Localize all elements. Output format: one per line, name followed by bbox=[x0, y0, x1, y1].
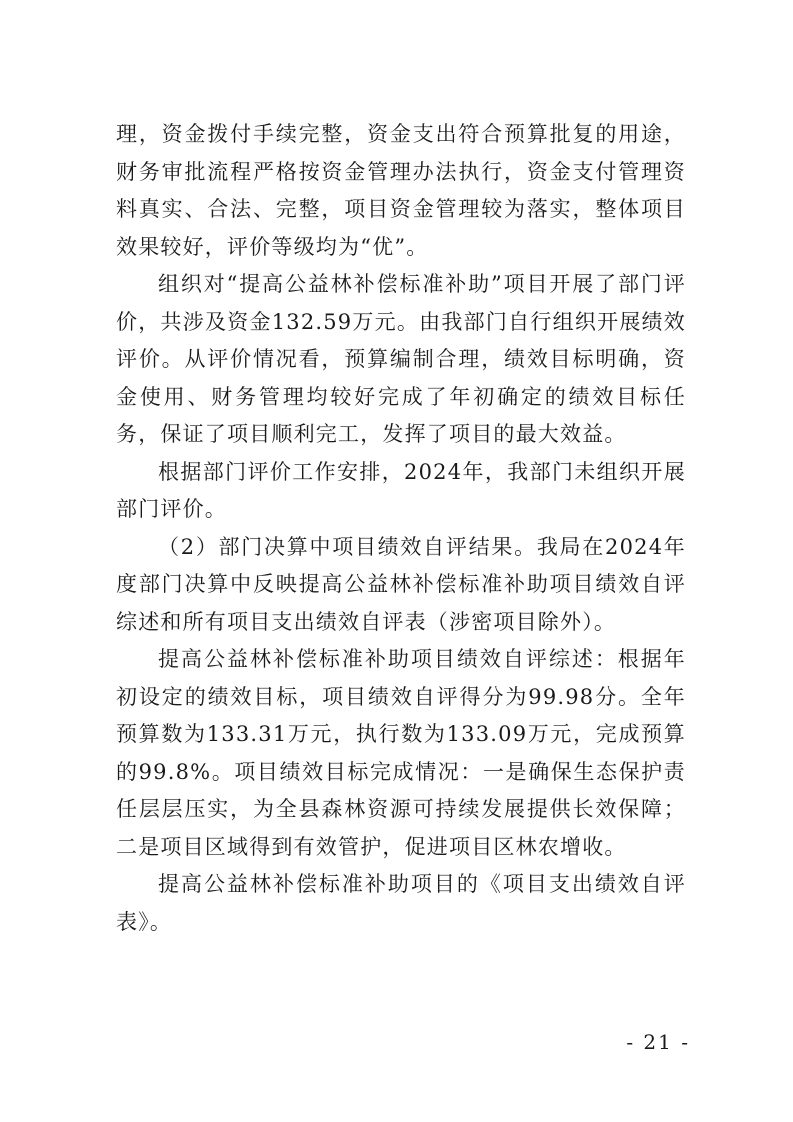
paragraph-continuation: 理，资金拨付手续完整，资金支出符合预算批复的用途，财务审批流程严格按资金管理办法执行，资金支付管理资料真实、合法、完整，项目资金管理较为落实，整体项目效果较好，评价等级均为“优”。 bbox=[116, 122, 686, 259]
paragraph-evaluation-arrangement: 根据部门评价工作安排，2024年，我部门未组织开展部门评价。 bbox=[116, 459, 686, 521]
paragraph-department-evaluation: 组织对“提高公益林补偿标准补助”项目开展了部门评价，共涉及资金132.59万元。由我部门自行组织开展绩效评价。从评价情况看，预算编制合理，绩效目标明确，资金使用、财务管理均较好完成了年初确定的绩效目标任务，保证了项目顺利完工，发挥了项目的最大效益。 bbox=[116, 272, 686, 446]
paragraph-self-evaluation-results: （2）部门决算中项目绩效自评结果。我局在2024年度部门决算中反映提高公益林补偿标准补助项目绩效自评综述和所有项目支出绩效自评表（涉密项目除外）。 bbox=[116, 534, 686, 634]
page-number: - 21 - bbox=[626, 1030, 690, 1054]
paragraph-self-evaluation-summary: 提高公益林补偿标准补助项目绩效自评综述：根据年初设定的绩效目标，项目绩效自评得分为99.98分。全年预算数为133.31万元，执行数为133.09万元，完成预算的99.8%。项目绩效目标完成情况：一是确保生态保护责任层层压实，为全县森林资源可持续发展提供长效保障；二是项目区域得到有效管护，促进项目区林农增收。 bbox=[116, 647, 686, 859]
paragraph-self-evaluation-table: 提高公益林补偿标准补助项目的《项目支出绩效自评表》。 bbox=[116, 872, 686, 934]
document-body bbox=[116, 116, 686, 941]
